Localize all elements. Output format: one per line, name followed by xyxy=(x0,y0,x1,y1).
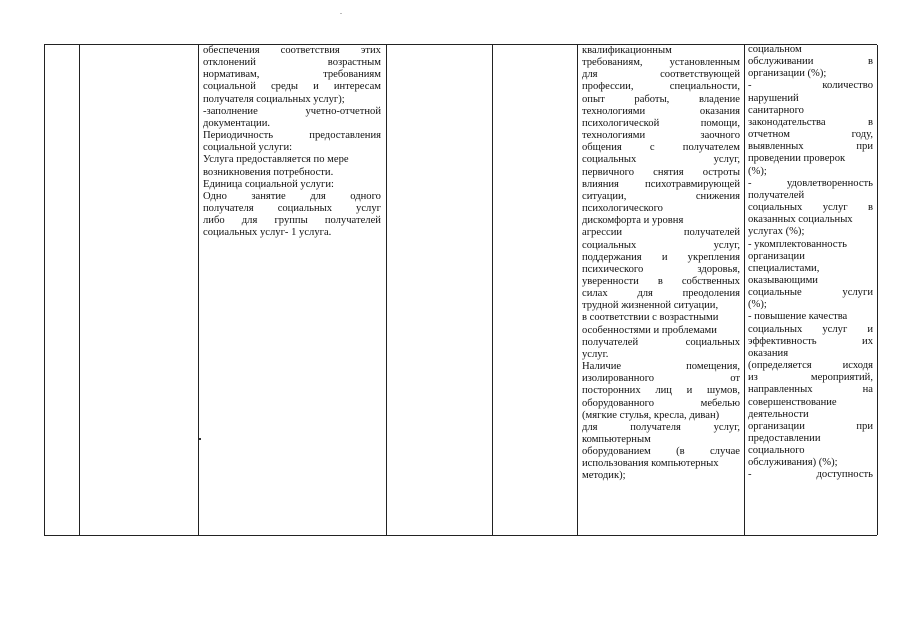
cell-service-conditions xyxy=(582,45,740,483)
word: и xyxy=(313,81,319,93)
word: при xyxy=(856,141,873,153)
text-line xyxy=(748,397,873,409)
word: услуг, xyxy=(713,154,740,166)
text-line xyxy=(203,167,381,179)
word: лиц xyxy=(655,385,672,397)
word: нарушений xyxy=(748,92,799,104)
word: организации (%); xyxy=(748,68,827,80)
word: оказанных социальных xyxy=(748,214,853,226)
word: получателей xyxy=(748,189,805,201)
text-line xyxy=(748,105,873,117)
text-line xyxy=(582,410,740,422)
word: получателей xyxy=(683,227,740,239)
word: направленных xyxy=(748,384,813,396)
column-divider xyxy=(79,45,80,535)
word: законодательства xyxy=(748,116,826,128)
word: методик); xyxy=(582,470,626,482)
text-line xyxy=(203,106,381,118)
word: психологической xyxy=(582,117,660,129)
word: для xyxy=(241,215,258,227)
text-line xyxy=(582,81,740,93)
text-line xyxy=(748,348,873,360)
word: предоставлении xyxy=(748,433,821,444)
word: собственных xyxy=(681,275,740,287)
word: обеспечения xyxy=(203,45,260,56)
word: -заполнение xyxy=(203,105,258,117)
word: (в xyxy=(676,446,685,458)
text-line xyxy=(203,94,381,106)
word: для xyxy=(582,421,598,433)
word: технологиями xyxy=(582,105,646,117)
text-line xyxy=(582,337,740,349)
word: оборудованием xyxy=(582,446,651,458)
word: и xyxy=(867,323,873,335)
text-line xyxy=(582,94,740,106)
word: возрастным xyxy=(327,57,381,69)
cell-service-description xyxy=(203,45,381,240)
word: для xyxy=(582,69,598,81)
table-border-right xyxy=(877,45,878,535)
word: Услуга предоставляется по мере xyxy=(203,154,349,166)
text-line xyxy=(203,142,381,154)
text-line xyxy=(748,384,873,396)
text-line xyxy=(748,214,873,226)
text-line xyxy=(582,191,740,203)
text-line xyxy=(748,445,873,457)
word: шумов, xyxy=(707,385,740,397)
text-line xyxy=(582,154,740,166)
text-line xyxy=(582,422,740,434)
column-divider xyxy=(198,45,199,535)
text-line xyxy=(203,215,381,227)
word: исходя xyxy=(842,360,873,372)
word: в xyxy=(867,202,873,214)
word: - xyxy=(748,469,752,481)
word: организации xyxy=(748,420,805,432)
word: Одно xyxy=(203,190,227,202)
text-line xyxy=(748,251,873,263)
word: помещения, xyxy=(686,361,740,373)
text-line xyxy=(748,166,873,178)
text-line xyxy=(748,44,873,56)
word: количество xyxy=(822,80,873,92)
word: организации xyxy=(748,250,805,262)
word: социальных xyxy=(582,154,637,166)
word: их xyxy=(862,335,873,347)
word: предоставления xyxy=(309,130,381,142)
word: социальных xyxy=(277,203,333,215)
text-line xyxy=(582,227,740,239)
word: помощи, xyxy=(700,117,740,129)
text-line xyxy=(582,69,740,81)
word: снижения xyxy=(695,190,740,202)
word: обслуживании xyxy=(748,56,814,68)
word: первичного xyxy=(582,166,635,178)
text-line xyxy=(748,56,873,68)
text-line xyxy=(203,81,381,93)
word: агрессии xyxy=(582,227,623,239)
text-line xyxy=(582,45,740,57)
word: социальной xyxy=(203,81,256,93)
word: выявленных xyxy=(748,141,804,153)
word: получателей xyxy=(324,215,381,227)
word: опыт xyxy=(582,93,605,105)
word: специальности, xyxy=(669,81,740,93)
table xyxy=(44,44,877,536)
word: и xyxy=(686,385,693,397)
text-line xyxy=(582,312,740,324)
text-line xyxy=(748,421,873,433)
scan-speck xyxy=(199,438,201,440)
word: году, xyxy=(851,129,873,141)
cell-quality-indicators xyxy=(748,44,873,482)
word: (определяется xyxy=(748,360,812,372)
text-line xyxy=(203,191,381,203)
word: посторонних xyxy=(582,385,641,397)
text-line xyxy=(748,226,873,238)
word: - укомплектованность xyxy=(748,238,847,250)
text-line xyxy=(203,179,381,191)
text-line xyxy=(582,288,740,300)
word: требованиям, xyxy=(582,57,643,69)
text-line xyxy=(582,215,740,227)
word: требованиям xyxy=(323,69,381,81)
text-line xyxy=(582,361,740,373)
word: технологиями xyxy=(582,130,646,142)
word: из xyxy=(748,372,758,384)
word: поддержания xyxy=(582,251,642,263)
word: социальном xyxy=(748,44,802,55)
text-line xyxy=(748,202,873,214)
word: (мягкие стулья, кресла, диван) xyxy=(582,409,720,421)
word: социальных xyxy=(582,239,637,251)
column-divider xyxy=(386,45,387,535)
word: получателей xyxy=(582,336,639,348)
word: работы, xyxy=(634,93,670,105)
word: оказания xyxy=(748,347,789,359)
word: социальных xyxy=(748,202,803,214)
word: получателя xyxy=(203,203,254,215)
text-line xyxy=(582,252,740,264)
text-line xyxy=(582,167,740,179)
word: обслуживания) (%); xyxy=(748,457,838,469)
text-line xyxy=(748,178,873,190)
word: снятия xyxy=(653,166,684,178)
word: социальных xyxy=(685,336,740,348)
text-line xyxy=(582,398,740,410)
word: ситуации, xyxy=(582,190,627,202)
word: среды xyxy=(270,81,299,93)
text-line xyxy=(203,118,381,130)
word: использования компьютерных xyxy=(582,458,719,470)
word: деятельности xyxy=(748,408,809,420)
text-line xyxy=(582,470,740,482)
word: получателя социальных услуг); xyxy=(203,93,345,105)
word: квалификационным xyxy=(582,45,672,56)
text-line xyxy=(582,106,740,118)
word: услуг xyxy=(822,202,848,214)
text-line xyxy=(203,57,381,69)
text-line xyxy=(748,263,873,275)
text-line xyxy=(748,129,873,141)
word: услуг, xyxy=(713,421,740,433)
word: - xyxy=(748,177,752,189)
word: нормативам, xyxy=(203,69,260,81)
text-line xyxy=(748,190,873,202)
text-line xyxy=(748,299,873,311)
word: социальной услуги: xyxy=(203,142,293,154)
word: соответствия xyxy=(280,45,340,56)
word: для xyxy=(637,288,653,300)
word: группы xyxy=(274,215,308,227)
scan-speck xyxy=(340,13,342,14)
text-line xyxy=(203,69,381,81)
word: услуг xyxy=(822,323,848,335)
text-line xyxy=(582,118,740,130)
word: в xyxy=(867,116,873,128)
word: в xyxy=(657,275,663,287)
word: психотравмирующей xyxy=(645,178,740,190)
word: особенностями и проблемами xyxy=(582,324,717,336)
text-line xyxy=(748,336,873,348)
text-line xyxy=(748,372,873,384)
text-line xyxy=(748,275,873,287)
word: интересам xyxy=(333,81,381,93)
word: получателя xyxy=(630,421,681,433)
text-line xyxy=(748,360,873,372)
word: случае xyxy=(709,446,740,458)
text-line xyxy=(748,117,873,129)
word: соответствующей xyxy=(660,69,740,81)
text-line xyxy=(203,154,381,166)
text-line xyxy=(748,287,873,299)
column-divider xyxy=(492,45,493,535)
text-line xyxy=(582,458,740,470)
word: - xyxy=(748,80,752,92)
word: удовлетворенность xyxy=(786,177,873,189)
text-line xyxy=(748,469,873,481)
word: компьютерным xyxy=(582,434,651,445)
word: с xyxy=(649,142,655,154)
text-line xyxy=(582,385,740,397)
word: услугах (%); xyxy=(748,226,805,238)
word: (%); xyxy=(748,165,767,177)
text-line xyxy=(748,68,873,80)
word: влияния xyxy=(582,178,619,190)
text-line xyxy=(748,93,873,105)
word: здоровья, xyxy=(697,263,740,275)
word: отчетном xyxy=(748,129,790,141)
word: либо xyxy=(203,215,225,227)
word: профессии, xyxy=(582,81,634,93)
word: общения xyxy=(582,142,622,154)
word: услуг xyxy=(356,203,381,215)
word: социального xyxy=(748,445,805,457)
word: услуг, xyxy=(713,239,740,251)
column-divider xyxy=(577,45,578,535)
word: при xyxy=(856,420,873,432)
word: одного xyxy=(350,190,381,202)
text-line xyxy=(748,409,873,421)
word: дискомфорта и уровня xyxy=(582,215,684,227)
text-line xyxy=(748,141,873,153)
word: этих xyxy=(360,45,381,56)
word: в соответствии с возрастными xyxy=(582,312,719,324)
word: психического xyxy=(582,263,644,275)
word: социальных xyxy=(748,323,803,335)
word: укрепления xyxy=(687,251,740,263)
word: учетно-отчетной xyxy=(305,105,381,117)
text-line xyxy=(582,240,740,252)
text-line xyxy=(582,349,740,361)
text-line xyxy=(748,80,873,92)
text-line xyxy=(582,373,740,385)
word: Периодичность xyxy=(203,130,274,142)
word: установленным xyxy=(669,57,740,69)
text-line xyxy=(582,179,740,191)
word: изолированного xyxy=(582,373,655,385)
word: на xyxy=(862,384,873,396)
text-line xyxy=(203,45,381,57)
word: документации. xyxy=(203,117,271,129)
text-line xyxy=(582,142,740,154)
text-line xyxy=(582,434,740,446)
text-line xyxy=(748,153,873,165)
text-line xyxy=(748,311,873,323)
word: уверенности xyxy=(582,275,639,287)
word: оказывающими xyxy=(748,274,818,286)
word: для xyxy=(310,190,326,202)
text-line xyxy=(582,325,740,337)
word: силах xyxy=(582,288,608,300)
word: оказания xyxy=(699,105,740,117)
word: эффективность xyxy=(748,335,817,347)
word: - повышение качества xyxy=(748,311,848,323)
text-line xyxy=(582,130,740,142)
word: доступность xyxy=(816,469,873,481)
word: отклонений xyxy=(203,57,256,69)
word: оборудованного xyxy=(582,397,655,409)
text-line xyxy=(582,264,740,276)
word: санитарного xyxy=(748,104,804,116)
text-line xyxy=(748,324,873,336)
word: в xyxy=(867,56,873,68)
word: и xyxy=(661,251,668,263)
text-line xyxy=(582,276,740,288)
word: остроты xyxy=(702,166,740,178)
word: услуг. xyxy=(582,348,609,360)
table-border-left xyxy=(44,45,45,535)
word: социальных услуг- 1 услуга. xyxy=(203,227,332,239)
word: (%); xyxy=(748,299,767,311)
word: занятие xyxy=(251,190,286,202)
word: совершенствование xyxy=(748,396,837,408)
word: владение xyxy=(699,93,740,105)
word: преодоления xyxy=(682,288,740,300)
text-line xyxy=(748,239,873,251)
word: заочного xyxy=(700,130,740,142)
word: получателем xyxy=(682,142,740,154)
word: от xyxy=(730,373,740,385)
text-line xyxy=(203,227,381,239)
word: услуги xyxy=(842,287,873,299)
text-line xyxy=(582,300,740,312)
text-line xyxy=(748,433,873,445)
text-line xyxy=(748,457,873,469)
word: социальные xyxy=(748,287,802,299)
word: трудной жизненной ситуации, xyxy=(582,300,719,312)
text-line xyxy=(203,130,381,142)
word: проведении проверок xyxy=(748,153,846,165)
word: возникновения потребности. xyxy=(203,166,334,178)
word: Единица социальной услуги: xyxy=(203,178,334,190)
text-line xyxy=(582,203,740,215)
word: специалистами, xyxy=(748,262,820,274)
word: мероприятий, xyxy=(810,372,873,384)
word: Наличие xyxy=(582,361,622,373)
text-line xyxy=(203,203,381,215)
word: мебелью xyxy=(700,397,740,409)
text-line xyxy=(582,57,740,69)
column-divider xyxy=(744,45,745,535)
word: психологического xyxy=(582,203,663,215)
text-line xyxy=(582,446,740,458)
